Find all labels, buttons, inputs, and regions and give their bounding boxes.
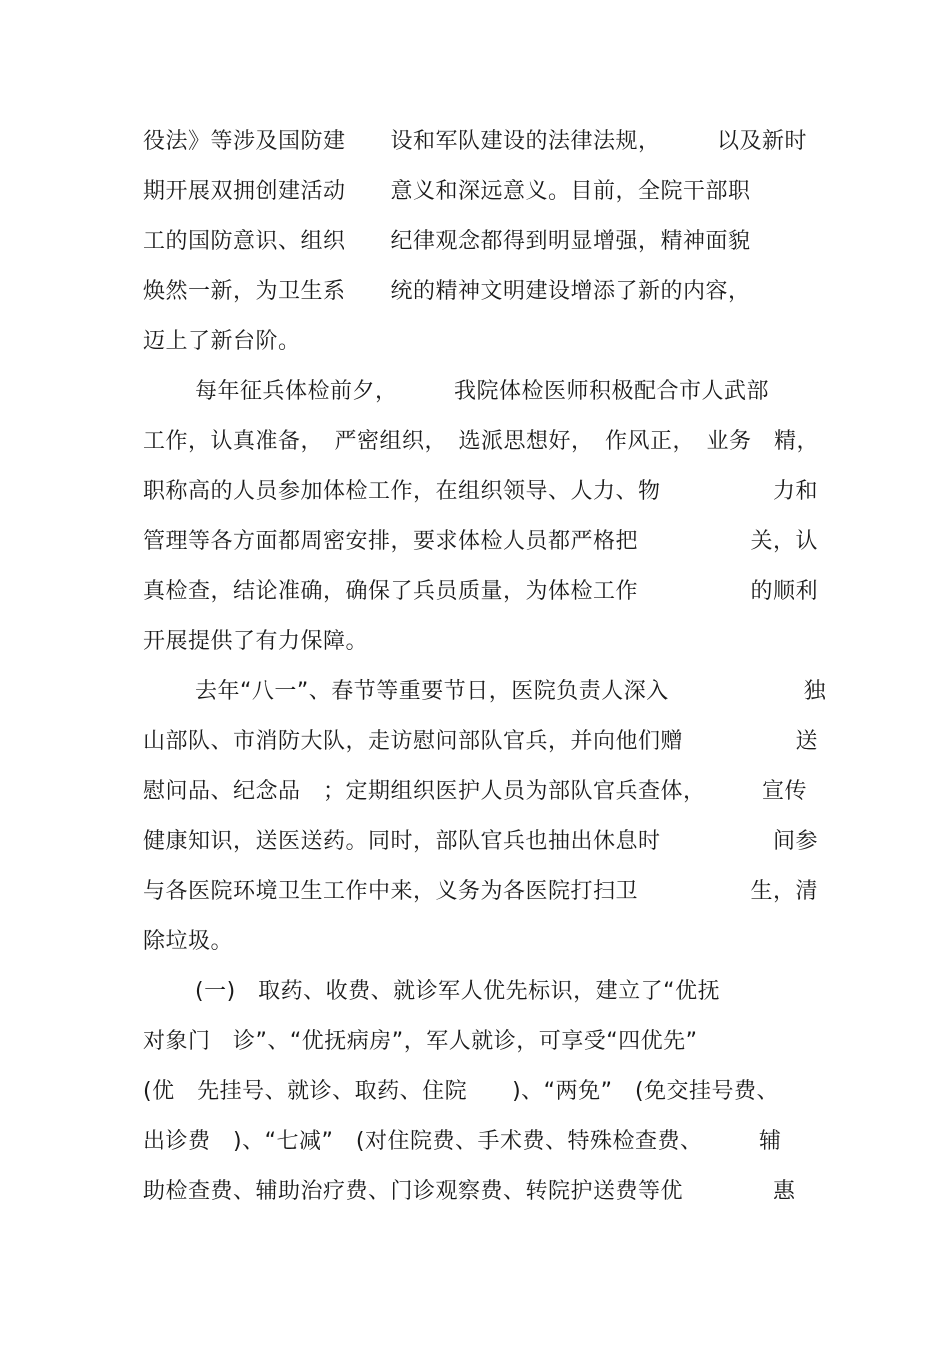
text-line: (优 先挂号、就诊、取药、住院 )、“两免” (免交挂号费、 (143, 1079, 780, 1104)
text-line: 工的国防意识、组织 纪律观念都得到明显增强，精神面貌 (143, 229, 751, 254)
text-line: 助检查费、辅助治疗费、门诊观察费、转院护送费等优 惠 (143, 1179, 796, 1204)
text-line: 健康知识，送医送药。同时，部队官兵也抽出休息时 间参 (143, 829, 819, 854)
text-line: 管理等各方面都周密安排，要求体检人员都严格把 关，认 (143, 529, 819, 554)
text-line: 期开展双拥创建活动 意义和深远意义。目前，全院干部职 (143, 179, 751, 204)
text-line: 慰问品、纪念品 ；定期组织医护人员为部队官兵查体， 宣传 (143, 779, 808, 804)
text-line: 职称高的人员参加体检工作，在组织领导、人力、物 力和 (143, 479, 819, 504)
text-line: 开展提供了有力保障。 (143, 629, 369, 654)
text-line: 焕然一新，为卫生系 统的精神文明建设增添了新的内容， (143, 279, 751, 304)
text-line: 真检查，结论准确，确保了兵员质量，为体检工作 的顺利 (143, 579, 819, 604)
text-line: 去年“八一”、春节等重要节日，医院负责人深入 独 (195, 679, 827, 704)
text-line: 与各医院环境卫生工作中来，义务为各医院打扫卫 生，清 (143, 879, 819, 904)
text-line: 山部队、市消防大队，走访慰问部队官兵，并向他们赠 送 (143, 729, 819, 754)
text-line: 工作，认真准备， 严密组织， 选派思想好， 作风正， 业务 精， (143, 429, 820, 454)
text-line: 对象门 诊”、“优抚病房”，军人就诊，可享受“四优先” (143, 1029, 698, 1054)
text-line: 出诊费 )、“七减” (对住院费、手术费、特殊检查费、 辅 (143, 1129, 782, 1154)
text-line: 役法》等涉及国防建 设和军队建设的法律法规， 以及新时 (143, 129, 808, 154)
text-line: 每年征兵体检前夕， 我院体检医师积极配合市人武部 (195, 379, 770, 404)
text-line: (一) 取药、收费、就诊军人优先标识，建立了“优抚 (195, 979, 721, 1004)
text-line: 迈上了新台阶。 (143, 329, 301, 354)
text-line: 除垃圾。 (143, 929, 234, 954)
